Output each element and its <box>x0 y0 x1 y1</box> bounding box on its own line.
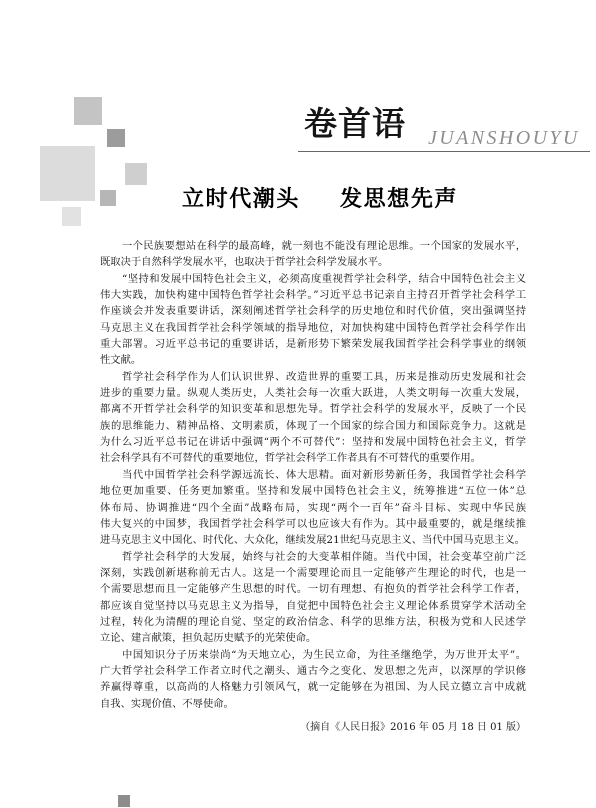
paragraph-line: 族的思维能力、精神品格、文明素质，体现了一个国家的综合国力和国际竞争力。这就是 <box>100 419 526 432</box>
paragraph-line: 当代中国哲学社会科学源远流长、体大思精。面对新形势新任务，我国哲学社会科学 <box>122 468 526 481</box>
paragraph-line: “坚持和发展中国特色社会主义，必须高度重视哲学社会科学，结合中国特色社会主义 <box>122 272 526 285</box>
paragraph <box>100 271 526 369</box>
article-title <box>182 186 458 212</box>
paragraph <box>100 238 526 271</box>
paragraph-line: 进步的重要力量。纵观人类历史，人类社会每一次重大跃进，人类文明每一次重大发展， <box>100 387 526 400</box>
decor-square <box>62 207 81 226</box>
paragraph-line: 立论、建言献策，担负起历史赋予的光荣使命。 <box>100 632 317 645</box>
footer-decor-square <box>118 795 130 807</box>
article-body <box>100 238 526 712</box>
paragraph-line: 重大部署。习近平总书记的重要讲话，是新形势下繁荣发展我国哲学社会科学事业的纲领 <box>100 338 526 351</box>
paragraph-line: 马克思主义在我国哲学社会科学领域的指导地位，对加快构建中国特色哲学社会科学作出 <box>100 321 526 334</box>
paragraph <box>100 467 526 549</box>
header-rule <box>298 151 590 152</box>
paragraph-line: 自我、实现价值、不辱使命。 <box>100 697 234 710</box>
paragraph-line: 性文献。 <box>100 354 142 367</box>
decor-square <box>100 190 116 206</box>
paragraph-line: 进马克思主义中国化、时代化、大众化，继续发展21世纪马克思主义、当代中国马克思主义。 <box>100 534 525 547</box>
decor-square <box>107 129 125 147</box>
paragraph-line: 一个民族要想站在科学的最高峰，就一刻也不能没有理论思维。一个国家的发展水平， <box>122 240 526 252</box>
paragraph-line: 深刻，实践创新堪称前无古人。这是一个需要理论而且一定能够产生理论的时代，也是一 <box>100 566 526 579</box>
paragraph-line: 过程，转化为清醒的理论自觉、坚定的政治信念、科学的思维方法，积极为党和人民述学 <box>100 615 526 628</box>
paragraph-line: 作座谈会并发表重要讲话，深刻阐述哲学社会科学的历史地位和时代价值，突出强调坚持 <box>100 305 526 318</box>
paragraph-line: 都离不开哲学社会科学的知识变革和思想先导。哲学社会科学的发展水平，反映了一个民 <box>100 403 526 416</box>
section-title: 卷首语 <box>304 104 406 143</box>
paragraph-line: 伟大实践，加快构建中国特色哲学社会科学。”习近平总书记亲自主持召开哲学社会科学工 <box>100 289 526 302</box>
decor-square <box>74 97 102 125</box>
paragraph-line: 哲学社会科学的大发展，始终与社会的大变革相伴随。当代中国，社会变革空前广泛 <box>122 550 526 563</box>
section-pinyin: JUANSHOUYU <box>428 127 580 149</box>
paragraph <box>100 369 526 467</box>
paragraph-line: 中国知识分子历来崇尚“为天地立心，为生民立命，为往圣继绝学，为万世开太平”。 <box>122 648 526 661</box>
decor-square <box>40 146 95 201</box>
paragraph <box>100 549 526 647</box>
decor-square <box>125 163 147 185</box>
paragraph-line: 地位更加重要、任务更加繁重。坚持和发展中国特色社会主义，统筹推进“五位一体”总 <box>100 485 526 498</box>
article-title-part: 发思想先声 <box>340 186 459 212</box>
paragraph-line: 体布局、协调推进“四个全面”战略布局，实现“两个一百年”奋斗目标、实现中华民族 <box>100 501 526 514</box>
paragraph-line: 既取决于自然科学发展水平，也取决于哲学社会科学发展水平。 <box>100 256 389 269</box>
source-note: （摘自《人民日报》2016 年 05 月 18 日 01 版） <box>300 722 526 733</box>
paragraph-line: 社会科学具有不可替代的重要地位，哲学社会科学工作者具有不可替代的重要作用。 <box>100 452 481 465</box>
paragraph-line: 都应该自觉坚持以马克思主义为指导，自觉把中国特色社会主义理论体系贯穿学术活动全 <box>100 599 526 612</box>
paragraph <box>100 647 526 712</box>
paragraph-line: 哲学社会科学作为人们认识世界、改造世界的重要工具，历来是推动历史发展和社会 <box>122 370 526 383</box>
article-title-part: 立时代潮头 <box>182 186 301 212</box>
paragraph-line: 广大哲学社会科学工作者立时代之潮头、通古今之变化、发思想之先声，以深厚的学识修 <box>100 664 526 677</box>
paragraph-line: 伟大复兴的中国梦，我国哲学社会科学可以也应该大有作为。其中最重要的，就是继续推 <box>100 517 526 530</box>
paragraph-line: 个需要思想而且一定能够产生思想的时代。一切有理想、有抱负的哲学社会科学工作者， <box>100 583 526 596</box>
paragraph-line: 养赢得尊重，以高尚的人格魅力引领风气，就一定能够在为祖国、为人民立德立言中成就 <box>100 681 526 694</box>
paragraph-line: 为什么习近平总书记在讲话中强调“两个不可替代”：坚持和发展中国特色社会主义，哲学 <box>100 436 526 449</box>
